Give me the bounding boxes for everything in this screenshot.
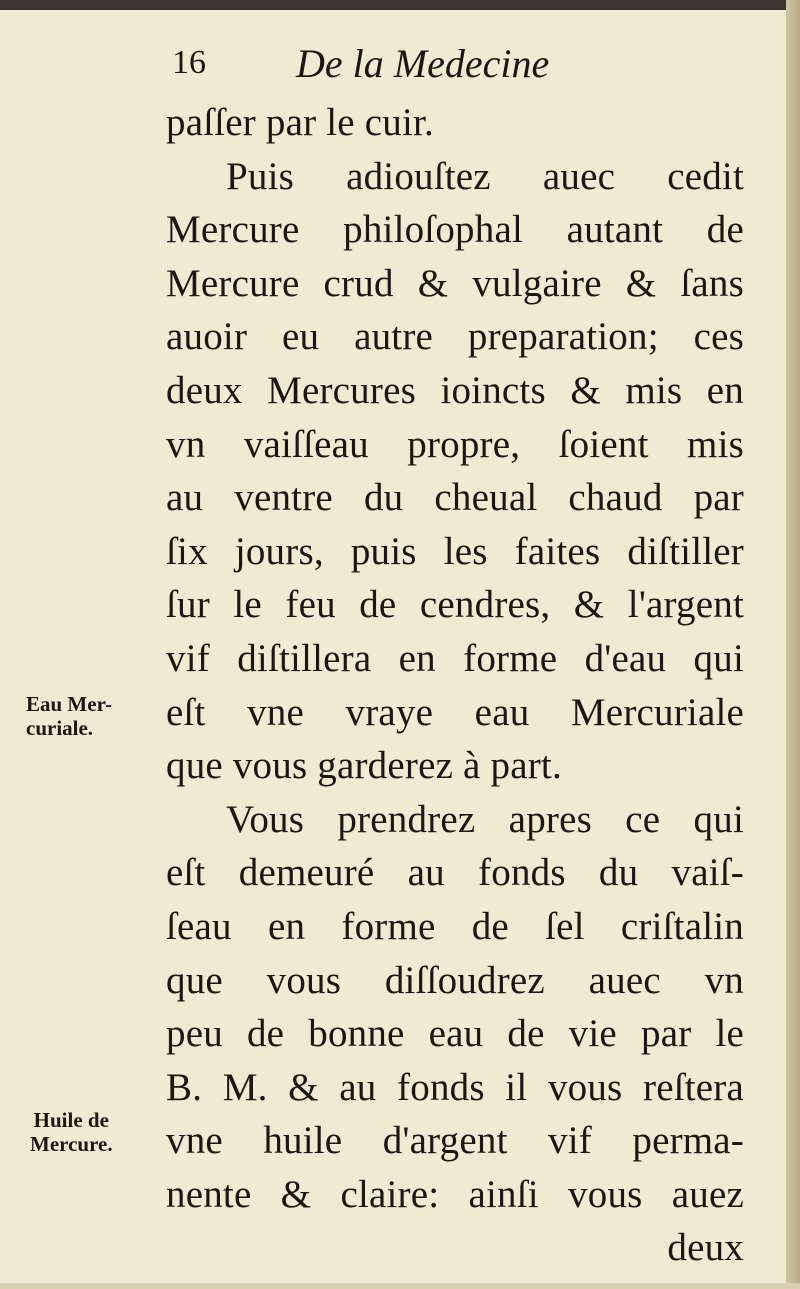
margin-note-huile-de-mercure [30,1108,113,1156]
text-line: paſſer par le cuir. [166,101,435,144]
text-line: vne huile d'argent vif perma- [166,1119,744,1163]
body-text [166,96,744,1275]
text-line: Mercure crud & vulgaire & ſans [166,261,744,305]
text-line: que vous garderez à part. [166,744,562,788]
text-line: eſt vne vraye eau Mercuriale [166,690,744,734]
text-line: ſix jours, puis les faites diſtiller [166,529,744,573]
text-line: Puis adiouſtez auec cedit [226,154,744,198]
text-line: peu de bonne eau de vie par le [166,1012,744,1056]
page-header [166,40,666,90]
text-line: vif diſtillera en forme d'eau qui [166,636,744,680]
text-line: vn vaiſſeau propre, ſoient mis [166,422,744,466]
text-line: auoir eu autre preparation; ces [166,315,744,359]
text-line: Vous prendrez apres ce qui [226,797,744,841]
text-line: ſur le feu de cendres, & l'argent [166,583,744,627]
text-line: B. M. & au fonds il vous reſtera [166,1065,744,1109]
text-line: deux Mercures ioincts & mis en [166,368,744,412]
running-title: De la Medecine [296,41,550,86]
margin-note-line: Huile de [33,1108,109,1132]
text-line: nente & claire: ainſi vous auez [166,1172,744,1216]
page-bottom-edge [0,1283,800,1289]
text-line: eſt demeuré au fonds du vaiſ- [166,851,744,895]
margin-note-line: Eau Mer- [26,692,113,716]
margin-note-line: curiale. [26,716,94,740]
page-right-edge [786,0,800,1289]
catchword: deux [667,1226,744,1270]
text-line: ſeau en forme de ſel criſtalin [166,904,744,948]
margin-note-eau-mercuriale [26,692,112,740]
page-top-edge [0,0,800,10]
text-line: Mercure philoſophal autant de [166,208,744,252]
page-number: 16 [172,44,206,81]
margin-note-line: Mercure. [30,1132,113,1156]
text-line: que vous diſſoudrez auec vn [166,958,744,1002]
text-line: au ventre du cheual chaud par [166,476,744,520]
